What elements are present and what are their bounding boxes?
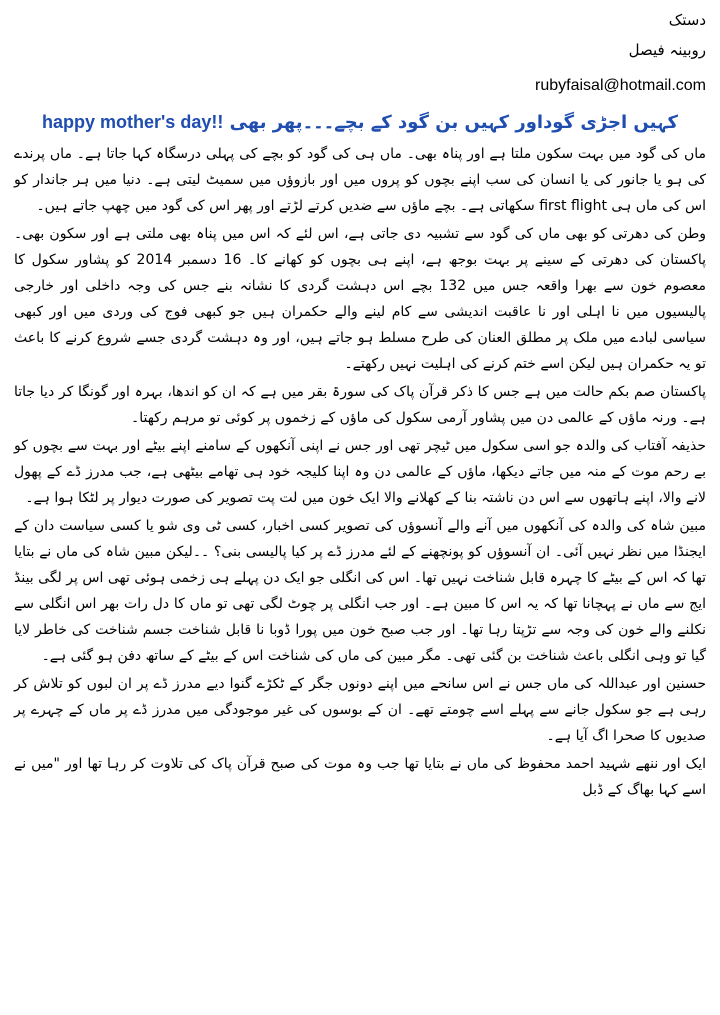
paragraph-7: ایک اور ننھے شہید احمد محفوظ کی ماں نے بتایا تھا جب وہ موت کی صبح قرآن پاک کی تلاوت کر رہا تھا اور "میں نے اسے کہا بھاگ کے ڈبل <box>14 756 706 798</box>
paragraph-5: مبین شاہ کی والدہ کی آنکھوں میں آنے والے آنسوؤں کی تصویر کسی اخبار، کسی ٹی وی شو یا کسی سیاست دان کے ایجنڈا میں نظر نہیں آئی۔ ان آنسوؤں کو پونچھنے کے لئے مدرز ڈے پر کیا پالیسی بنی؟ ۔۔لیکن مبین شاہ کی ماں نے بتایا تھا کہ اس کے بیٹے کا چہرہ قابل شناخت نہیں تھا۔ اس کی انگلی جو ایک دن پہلے ہی زخمی ہوئی تھی اس پر لگی بینڈ ایج سے ماں نے پہچانا تھا کہ یہ اس کا مبین ہے۔ اور جب انگلی پر چوٹ لگی تھی تو ماں کا دل رات بھر اس انگلی سے نکلنے والے خون کی وجہ سے تڑپتا رہا تھا۔ اور جب صبح خون میں پورا ڈوبا نا قابل شناخت جسم شناخت کی خاطر لایا گیا تو وہی انگلی باعث شناخت بن گئی تھی۔ مگر مبین کی ماں کی شناخت اس کے بیٹے کے ساتھ دفن ہو گئی ہے۔ <box>14 518 706 664</box>
author-email[interactable]: rubyfaisal@hotmail.com <box>535 77 706 94</box>
paragraph-3: پاکستان صم بکم حالت میں ہے جس کا ذکر قرآن پاک کی سورۃ بقر میں ہے کہ ان کو اندھا، بہرہ اور گونگا کر دیا جاتا ہے۔ ورنہ ماؤں کے عالمی دن میں پشاور آرمی سکول کی ماؤں کے زخموں پر کوئی تو مرہم رکھتا۔ <box>14 384 706 426</box>
paragraph-6: حسنین اور عبداللہ کی ماں جس نے اس سانحے میں اپنے دونوں جگر کے ٹکڑے گنوا دیے مدرز ڈے پر ان لبوں کو تلاش کر رہی ہے جو سکول جانے سے پہلے اسے چومتے تھے۔ ان کے بوسوں کی غیر موجودگی میں مدرز ڈے پر ماں کے چہرے پر صدیوں کا صحرا اگ آیا ہے۔ <box>14 676 706 744</box>
paragraph-4: حذیفہ آفتاب کی والدہ جو اسی سکول میں ٹیچر تھی اور جس نے اپنی آنکھوں کے سامنے اپنے بیٹے اور بہت سے بچوں کو بے رحم موت کے منہ میں جاتے دیکھا، ماؤں کے عالمی دن وہ اپنا کلیجہ خود ہی تھامے بیٹھی ہے، جب مدرز ڈے کے پھول لانے والا، اپنے ہاتھوں سے اس دن ناشتہ بنا کے کھلانے والا ایک خون میں لت پت تصویر کی صورت دیوار پر لٹکا ہوا ہے۔ <box>14 438 707 506</box>
paragraph-2: وطن کی دھرتی کو بھی ماں کی گود سے تشبیہ دی جاتی ہے، اس لئے کہ اس میں پناہ بھی ملتی ہے اور سکون بھی۔ پاکستان کی دھرتی کے سینے پر بہت بوجھ ہے، اپنے ہی بچوں کو کھانے کا۔ 16 دسمبر 2014 کو پشاور سکول کا معصوم خون سے بھرا واقعہ جس میں 132 بچے اس دہشت گردی کا نشانہ بنے جس کی وجہ داخلی اور خارجی پالیسیوں میں نا اہلی اور نا عاقبت اندیشی سے کام لینے والے حکمران ہیں جو کبھی فوج کی وردی میں اور کبھی سیاسی لبادے میں ملک پر مطلق العنان کی طرح مسلط ہو جاتے ہیں، اور وہ دہشت گردی جسے شروع کرنے کا باعث تو یہ حکمران ہیں لیکن اسے ختم کرنے کی اہلیت نہیں رکھتے۔ <box>14 226 706 372</box>
title-english: happy mother's day!! <box>42 112 224 132</box>
title-urdu: کہیں اجڑی گوداور کہیں بن گود کے بچے۔۔۔پھر بھی <box>229 112 678 133</box>
article-title <box>14 106 706 139</box>
section-label: دستک <box>668 11 706 29</box>
author-name: روبینہ فیصل <box>628 41 706 59</box>
paragraph-1: ماں کی گود میں بہت سکون ملتا ہے اور پناہ بھی۔ ماں ہی کی گود کو بچے کی پہلی درسگاہ کہا جاتا ہے۔ ماں پرندے کی ہو یا جانور کی یا انسان کی سب اپنے بچوں کو پروں میں اور بازوؤں میں سمیٹ لیتی ہے۔ دنیا میں ہر جاندار کو اس کی ماں ہی first flight سکھاتی ہے۔ بچے ماؤں سے ضدیں کرتے لڑتے اور پھر اس کی گود میں چھپ جاتے ہیں۔ <box>14 146 706 214</box>
